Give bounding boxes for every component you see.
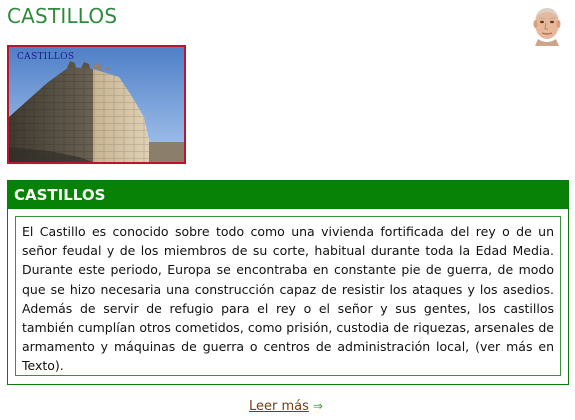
face-avatar-icon (529, 4, 565, 46)
page-title: CASTILLOS (7, 4, 118, 28)
castle-photo-icon (9, 47, 184, 162)
read-more-link[interactable] (249, 399, 323, 414)
article-panel (7, 180, 569, 385)
castle-thumbnail[interactable] (7, 45, 186, 164)
panel-title: CASTILLOS (8, 181, 568, 209)
arrow-right-icon: ⇒ (312, 399, 323, 413)
read-more-label: Leer más (249, 399, 309, 414)
thumbnail-caption: CASTILLOS (17, 52, 75, 62)
avatar[interactable] (529, 4, 565, 46)
article-text: El Castillo es conocido sobre todo como una vivienda fortificada del rey o de un señor feudal y de los miembros de su corte, habitual durante toda la Edad Media. Durante este periodo, Europa se encontraba en constante pie de guerra, de modo que se hizo necesaria una construcción capaz de resistir los ataques y los asedios. Además de servir de refugio para el rey o el señor y sus gentes, los castillos también cumplían otros cometidos, como prisión, custodia de riquezas, arsenales de armamento y máquinas de guerra o centros de administración local, (ver más en Texto). (15, 216, 561, 376)
